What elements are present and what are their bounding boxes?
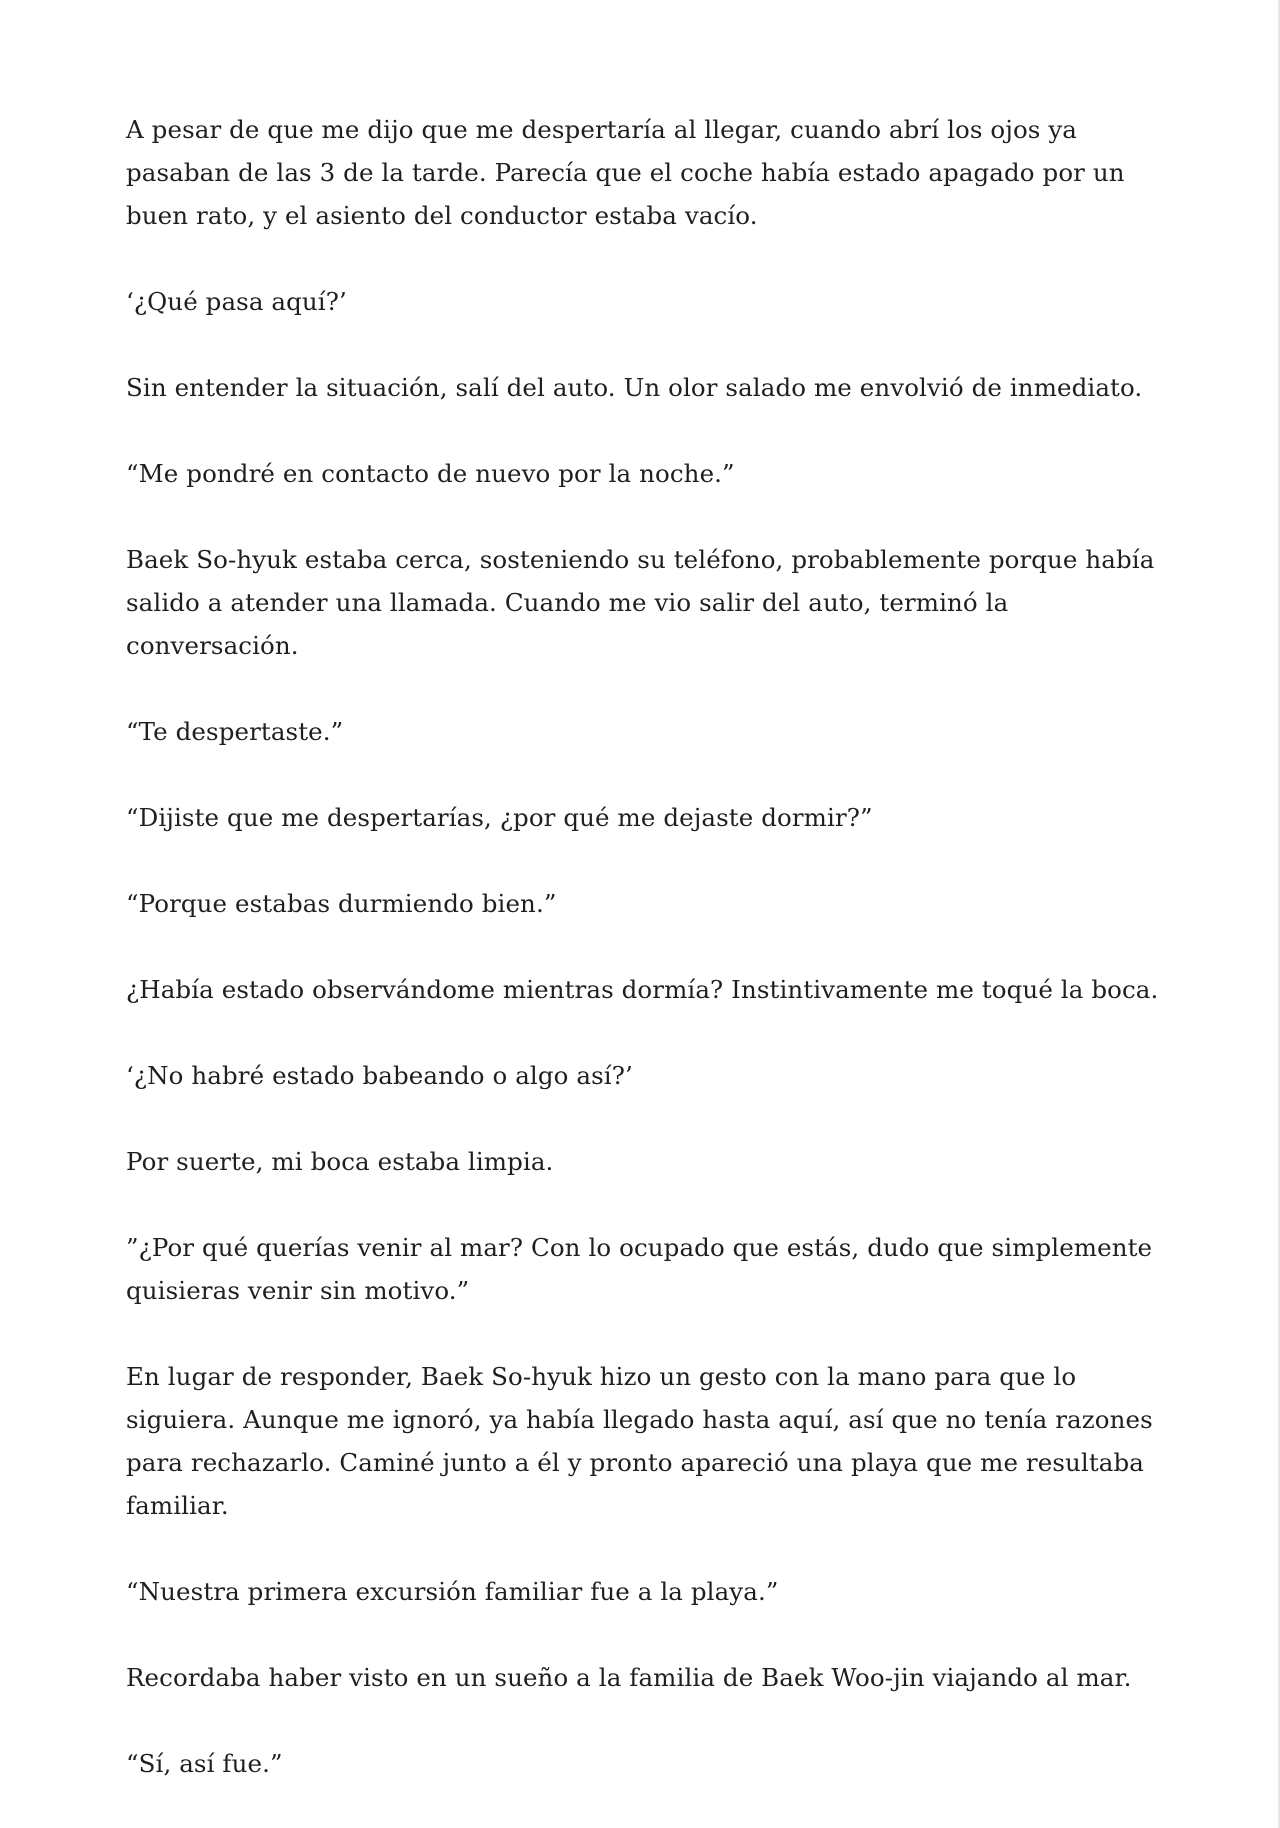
paragraph-12: ”¿Por qué querías venir al mar? Con lo ocupado que estás, dudo que simplemente quisieras venir sin motivo.” <box>126 1233 1153 1305</box>
paragraph-13: En lugar de responder, Baek So-hyuk hizo un gesto con la mano para que lo siguiera. Aunque me ignoró, ya había llegado hasta aquí, así que no tenía razones para rechazarlo. Caminé junto a él y pronto apareció una playa que me resultaba familiar. <box>126 1362 1153 1520</box>
paragraph-14: “Nuestra primera excursión familiar fue a la playa.” <box>126 1577 779 1606</box>
paragraph-7: “Dijiste que me despertarías, ¿por qué me dejaste dormir?” <box>126 803 873 832</box>
paragraph-1: A pesar de que me dijo que me despertaría al llegar, cuando abrí los ojos ya pasaban de las 3 de la tarde. Parecía que el coche había estado apagado por un buen rato, y el asiento del conductor estaba vacío. <box>126 115 1125 230</box>
paragraph-5: Baek So-hyuk estaba cerca, sosteniendo su teléfono, probablemente porque había salido a atender una llamada. Cuando me vio salir del auto, terminó la conversación. <box>126 545 1155 660</box>
paragraph-10: ‘¿No habré estado babeando o algo así?’ <box>126 1061 633 1090</box>
paragraph-6: “Te despertaste.” <box>126 717 344 746</box>
paragraph-8: “Porque estabas durmiendo bien.” <box>126 889 557 918</box>
paragraph-2: ‘¿Qué pasa aquí?’ <box>126 287 347 316</box>
document-body <box>126 108 1166 1785</box>
paragraph-9: ¿Había estado observándome mientras dormía? Instintivamente me toqué la boca. <box>126 975 1159 1004</box>
paragraph-16: “Sí, así fue.” <box>126 1749 283 1778</box>
paragraph-11: Por suerte, mi boca estaba limpia. <box>126 1147 554 1176</box>
paragraph-4: “Me pondré en contacto de nuevo por la noche.” <box>126 459 735 488</box>
paragraph-15: Recordaba haber visto en un sueño a la familia de Baek Woo-jin viajando al mar. <box>126 1663 1132 1692</box>
paragraph-3: Sin entender la situación, salí del auto. Un olor salado me envolvió de inmediato. <box>126 373 1143 402</box>
